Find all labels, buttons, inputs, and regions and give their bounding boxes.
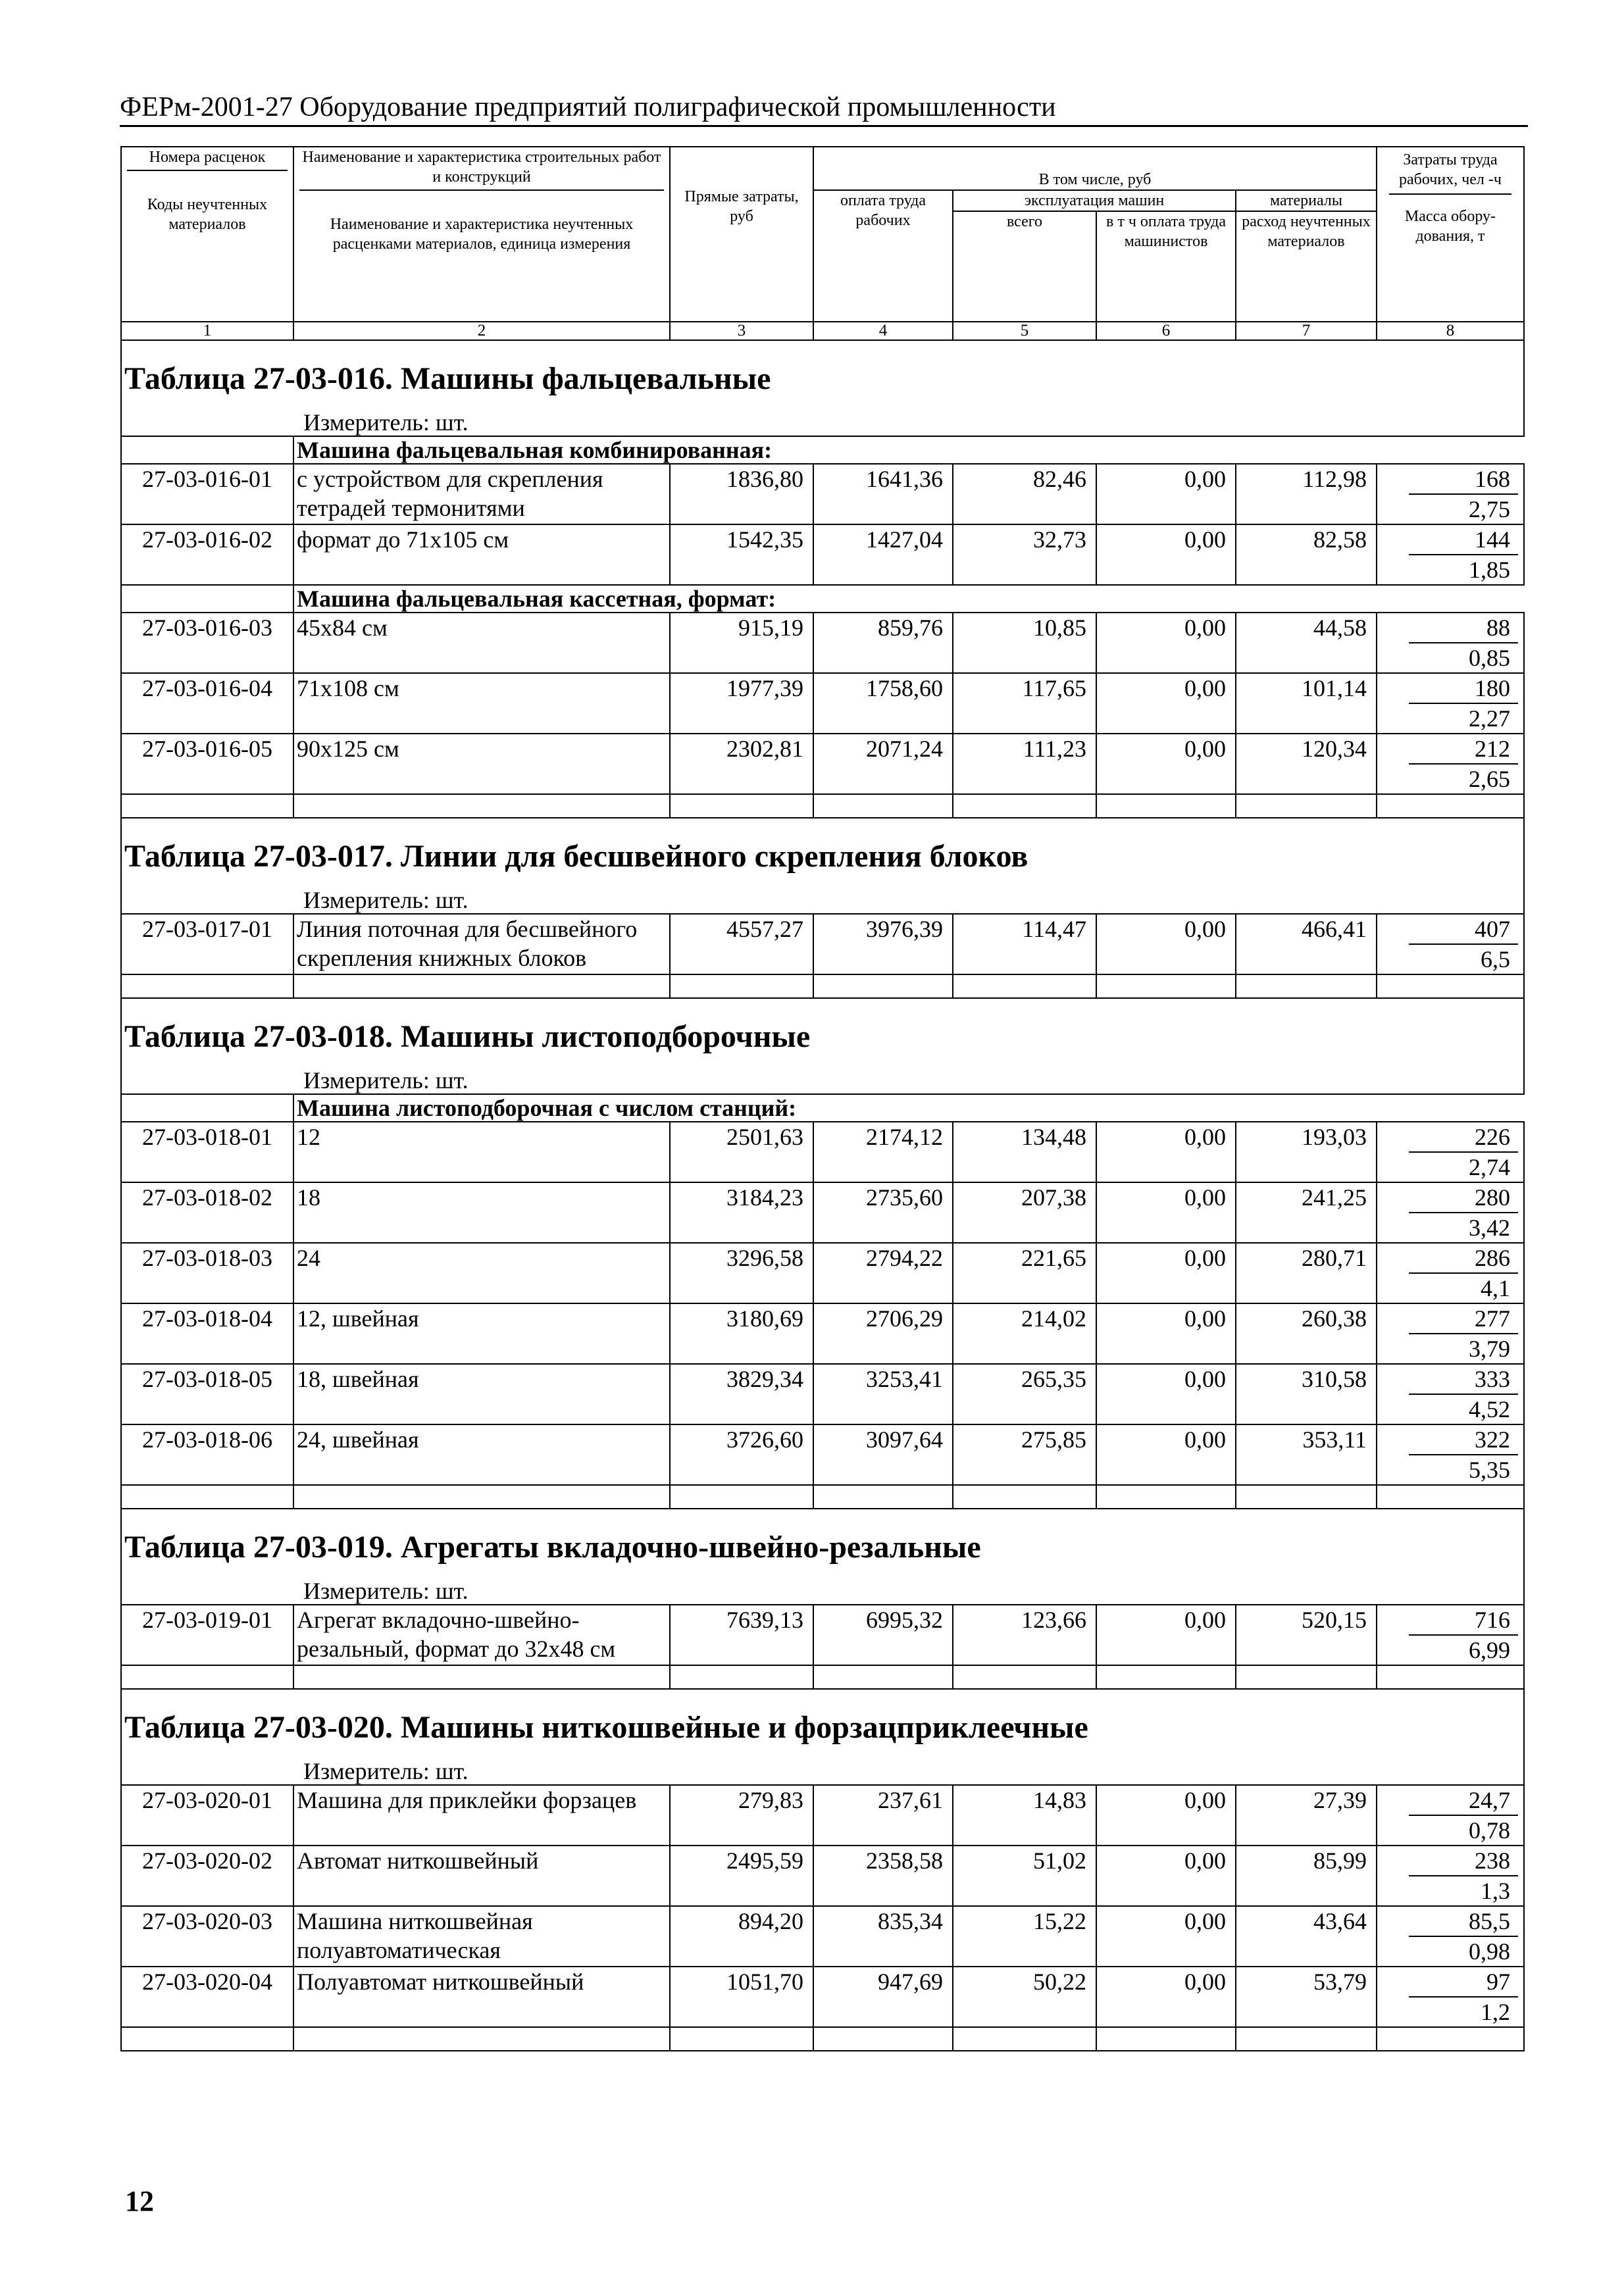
section-header-cell [121, 340, 1524, 436]
materials-cost: 27,39 [1236, 1785, 1377, 1846]
section-header-cell [121, 818, 1524, 914]
rate-name: 45х84 см [293, 613, 670, 673]
labor-pay: 835,34 [813, 1906, 953, 1967]
section-header-cell [121, 998, 1524, 1094]
spacer-cell [121, 1485, 293, 1509]
labor-and-mass-cell [1377, 1846, 1524, 1906]
group-code-cell [121, 436, 293, 464]
equipment-mass: 1,3 [1481, 1878, 1510, 1904]
materials-cost: 44,58 [1236, 613, 1377, 673]
table-section-header [121, 998, 1524, 1094]
spacer-row [121, 1665, 1524, 1689]
rate-name: формат до 71х105 см [293, 524, 670, 585]
equipment-mass: 0,78 [1469, 1817, 1510, 1844]
rate-code: 27-03-020-02 [121, 1846, 293, 1906]
direct-costs: 915,19 [670, 613, 813, 673]
operators-pay: 0,00 [1096, 1846, 1236, 1906]
materials-cost: 280,71 [1236, 1243, 1377, 1303]
machines-total: 50,22 [953, 1967, 1096, 2027]
equipment-mass: 1,85 [1469, 557, 1510, 583]
operators-pay: 0,00 [1096, 1424, 1236, 1485]
labor-pay: 2706,29 [813, 1303, 953, 1364]
labor-hours: 238 [1409, 1846, 1518, 1876]
header-col2-top: Наименование и характеристика строительных работ и конструкций [299, 147, 664, 191]
table-row [121, 914, 1524, 974]
direct-costs: 3726,60 [670, 1424, 813, 1485]
spacer-cell [121, 1665, 293, 1689]
equipment-mass: 3,42 [1469, 1215, 1510, 1241]
table-row [121, 464, 1524, 524]
materials-cost: 82,58 [1236, 524, 1377, 585]
operators-pay: 0,00 [1096, 524, 1236, 585]
direct-costs: 3180,69 [670, 1303, 813, 1364]
spacer-cell [121, 794, 293, 818]
materials-cost: 520,15 [1236, 1605, 1377, 1665]
rates-table [120, 146, 1525, 2051]
spacer-cell [953, 794, 1096, 818]
spacer-row [121, 794, 1524, 818]
table-section-header [121, 340, 1524, 436]
header-col8 [1377, 147, 1524, 322]
materials-cost: 43,64 [1236, 1906, 1377, 1967]
labor-pay: 3097,64 [813, 1424, 953, 1485]
labor-and-mass-cell [1377, 914, 1524, 974]
spacer-cell [293, 794, 670, 818]
spacer-cell [670, 1485, 813, 1509]
direct-costs: 3184,23 [670, 1182, 813, 1243]
spacer-cell [813, 1485, 953, 1509]
column-number: 6 [1096, 322, 1236, 340]
direct-costs: 279,83 [670, 1785, 813, 1846]
table-row [121, 1424, 1524, 1485]
section-unit: Измеритель: шт. [303, 409, 469, 436]
column-number: 5 [953, 322, 1096, 340]
rate-name: 90х125 см [293, 734, 670, 794]
equipment-mass: 0,98 [1469, 1938, 1510, 1965]
labor-and-mass-cell [1377, 524, 1524, 585]
table-row [121, 1122, 1524, 1182]
spacer-cell [1096, 794, 1236, 818]
operators-pay: 0,00 [1096, 1785, 1236, 1846]
section-header-cell [121, 1689, 1524, 1785]
labor-pay: 2071,24 [813, 734, 953, 794]
equipment-mass: 0,85 [1469, 645, 1510, 671]
equipment-mass: 6,99 [1469, 1637, 1510, 1663]
machines-total: 134,48 [953, 1122, 1096, 1182]
section-unit: Измеритель: шт. [303, 1067, 469, 1093]
operators-pay: 0,00 [1096, 1605, 1236, 1665]
rate-name: Машина ниткошвейная полуавтоматическая [293, 1906, 670, 1967]
header-col1-top: Номера расценок [127, 147, 288, 171]
header-col3: Прямые затраты, руб [670, 147, 813, 322]
header-col1-bottom: Коды неучтенных материалов [147, 196, 268, 233]
materials-cost: 260,38 [1236, 1303, 1377, 1364]
column-number: 8 [1377, 322, 1524, 340]
rate-name: 12, швейная [293, 1303, 670, 1364]
labor-pay: 1427,04 [813, 524, 953, 585]
machines-total: 51,02 [953, 1846, 1096, 1906]
table-row [121, 613, 1524, 673]
table-section-header [121, 818, 1524, 914]
spacer-cell [121, 2027, 293, 2051]
materials-cost: 310,58 [1236, 1364, 1377, 1424]
rate-code: 27-03-018-01 [121, 1122, 293, 1182]
operators-pay: 0,00 [1096, 1364, 1236, 1424]
labor-pay: 3976,39 [813, 914, 953, 974]
rate-code: 27-03-018-04 [121, 1303, 293, 1364]
machines-total: 265,35 [953, 1364, 1096, 1424]
spacer-cell [1377, 1665, 1524, 1689]
direct-costs: 1542,35 [670, 524, 813, 585]
labor-pay: 1641,36 [813, 464, 953, 524]
spacer-cell [953, 974, 1096, 998]
labor-and-mass-cell [1377, 673, 1524, 734]
rate-code: 27-03-016-05 [121, 734, 293, 794]
equipment-mass: 4,1 [1481, 1275, 1510, 1301]
column-number: 1 [121, 322, 293, 340]
machines-total: 14,83 [953, 1785, 1096, 1846]
section-unit: Измеритель: шт. [303, 1758, 469, 1784]
header-col2 [293, 147, 670, 322]
operators-pay: 0,00 [1096, 464, 1236, 524]
section-unit: Измеритель: шт. [303, 1578, 469, 1604]
spacer-cell [1096, 1665, 1236, 1689]
rate-name: 18 [293, 1182, 670, 1243]
labor-and-mass-cell [1377, 1605, 1524, 1665]
materials-cost: 193,03 [1236, 1122, 1377, 1182]
materials-cost: 241,25 [1236, 1182, 1377, 1243]
labor-hours: 88 [1409, 613, 1518, 643]
spacer-row [121, 1485, 1524, 1509]
spacer-cell [953, 1485, 1096, 1509]
header-col7: расход неучтенных материалов [1236, 211, 1377, 322]
labor-pay: 237,61 [813, 1785, 953, 1846]
labor-hours: 322 [1409, 1425, 1518, 1455]
equipment-mass: 3,79 [1469, 1336, 1510, 1362]
spacer-cell [1377, 794, 1524, 818]
spacer-cell [813, 794, 953, 818]
labor-hours: 212 [1409, 734, 1518, 765]
materials-cost: 120,34 [1236, 734, 1377, 794]
direct-costs: 1051,70 [670, 1967, 813, 2027]
rate-name: Автомат ниткошвейный [293, 1846, 670, 1906]
labor-pay: 859,76 [813, 613, 953, 673]
equipment-mass: 5,35 [1469, 1457, 1510, 1483]
header-col1 [121, 147, 293, 322]
labor-hours: 180 [1409, 674, 1518, 704]
spacer-cell [953, 1665, 1096, 1689]
machines-total: 221,65 [953, 1243, 1096, 1303]
equipment-mass: 4,52 [1469, 1396, 1510, 1422]
column-number: 3 [670, 322, 813, 340]
direct-costs: 3829,34 [670, 1364, 813, 1424]
labor-and-mass-cell [1377, 613, 1524, 673]
labor-hours: 226 [1409, 1122, 1518, 1153]
header-incl: В том числе, руб [813, 147, 1377, 190]
group-row [121, 585, 1524, 613]
rate-name: Машина для приклейки форзацев [293, 1785, 670, 1846]
table-section-header [121, 1689, 1524, 1785]
machines-total: 10,85 [953, 613, 1096, 673]
rate-name: Агрегат вкладочно-швейно-резальный, формат до 32х48 см [293, 1605, 670, 1665]
column-numbers-row [121, 322, 1524, 340]
spacer-cell [813, 1665, 953, 1689]
labor-and-mass-cell [1377, 734, 1524, 794]
page-number: 12 [125, 2185, 154, 2217]
page-header: ФЕРм-2001-27 Оборудование предприятий полиграфической промышленности [120, 91, 1528, 127]
group-row [121, 1094, 1524, 1122]
labor-hours: 280 [1409, 1183, 1518, 1213]
group-title: Машина листоподборочная с числом станций: [293, 1094, 1524, 1122]
group-title: Машина фальцевальная кассетная, формат: [293, 585, 1524, 613]
labor-and-mass-cell [1377, 1906, 1524, 1967]
spacer-cell [1377, 1485, 1524, 1509]
labor-and-mass-cell [1377, 1243, 1524, 1303]
spacer-cell [1236, 974, 1377, 998]
spacer-cell [670, 974, 813, 998]
rate-code: 27-03-018-03 [121, 1243, 293, 1303]
rate-code: 27-03-016-02 [121, 524, 293, 585]
operators-pay: 0,00 [1096, 613, 1236, 673]
spacer-cell [1236, 1665, 1377, 1689]
rate-code: 27-03-018-02 [121, 1182, 293, 1243]
labor-pay: 2174,12 [813, 1122, 953, 1182]
section-title: Таблица 27-03-019. Агрегаты вкладочно-швейно-резальные [124, 1530, 981, 1565]
direct-costs: 2302,81 [670, 734, 813, 794]
materials-cost: 353,11 [1236, 1424, 1377, 1485]
machines-total: 15,22 [953, 1906, 1096, 1967]
column-number: 2 [293, 322, 670, 340]
rate-code: 27-03-020-01 [121, 1785, 293, 1846]
spacer-cell [813, 2027, 953, 2051]
rate-code: 27-03-016-01 [121, 464, 293, 524]
operators-pay: 0,00 [1096, 1303, 1236, 1364]
spacer-cell [1236, 2027, 1377, 2051]
materials-cost: 101,14 [1236, 673, 1377, 734]
section-header-cell [121, 1509, 1524, 1605]
materials-cost: 85,99 [1236, 1846, 1377, 1906]
labor-and-mass-cell [1377, 1967, 1524, 2027]
operators-pay: 0,00 [1096, 673, 1236, 734]
spacer-cell [121, 974, 293, 998]
labor-and-mass-cell [1377, 1303, 1524, 1364]
labor-hours: 85,5 [1409, 1907, 1518, 1937]
table-section-header [121, 1509, 1524, 1605]
rate-name: с устройством для скрепления тетрадей термонитями [293, 464, 670, 524]
equipment-mass: 6,5 [1481, 946, 1510, 972]
equipment-mass: 2,74 [1469, 1154, 1510, 1180]
operators-pay: 0,00 [1096, 1906, 1236, 1967]
section-title: Таблица 27-03-018. Машины листоподборочные [124, 1019, 811, 1054]
rate-name: Полуавтомат ниткошвейный [293, 1967, 670, 2027]
operators-pay: 0,00 [1096, 734, 1236, 794]
spacer-cell [1096, 2027, 1236, 2051]
rate-name: 71х108 см [293, 673, 670, 734]
group-title: Машина фальцевальная комбинированная: [293, 436, 1524, 464]
labor-hours: 97 [1409, 1967, 1518, 1998]
rate-code: 27-03-016-03 [121, 613, 293, 673]
spacer-cell [1096, 1485, 1236, 1509]
labor-and-mass-cell [1377, 1785, 1524, 1846]
spacer-cell [293, 1485, 670, 1509]
equipment-mass: 2,75 [1469, 496, 1510, 522]
machines-total: 214,02 [953, 1303, 1096, 1364]
operators-pay: 0,00 [1096, 1122, 1236, 1182]
group-code-cell [121, 1094, 293, 1122]
rate-code: 27-03-020-03 [121, 1906, 293, 1967]
labor-pay: 2358,58 [813, 1846, 953, 1906]
direct-costs: 3296,58 [670, 1243, 813, 1303]
operators-pay: 0,00 [1096, 1243, 1236, 1303]
rate-name: Линия поточная для бесшвейного скрепления книжных блоков [293, 914, 670, 974]
labor-pay: 3253,41 [813, 1364, 953, 1424]
spacer-cell [670, 2027, 813, 2051]
spacer-row [121, 974, 1524, 998]
table-row [121, 1243, 1524, 1303]
direct-costs: 894,20 [670, 1906, 813, 1967]
rate-code: 27-03-018-06 [121, 1424, 293, 1485]
group-row [121, 436, 1524, 464]
header-col8-bottom: Масса обору-дования, т [1404, 208, 1496, 245]
section-title: Таблица 27-03-020. Машины ниткошвейные и форзацприклеечные [124, 1710, 1088, 1745]
table-row [121, 1846, 1524, 1906]
table-row [121, 1906, 1524, 1967]
spacer-cell [1096, 974, 1236, 998]
table-header [121, 147, 1524, 340]
labor-and-mass-cell [1377, 1122, 1524, 1182]
labor-pay: 6995,32 [813, 1605, 953, 1665]
spacer-cell [813, 974, 953, 998]
materials-cost: 112,98 [1236, 464, 1377, 524]
direct-costs: 1977,39 [670, 673, 813, 734]
table-row [121, 673, 1524, 734]
section-unit: Измеритель: шт. [303, 887, 469, 913]
operators-pay: 0,00 [1096, 914, 1236, 974]
equipment-mass: 2,27 [1469, 705, 1510, 732]
spacer-cell [1377, 2027, 1524, 2051]
machines-total: 275,85 [953, 1424, 1096, 1485]
header-col2-bottom: Наименование и характеристика неучтенных расценками материалов, единица измерения [330, 216, 634, 253]
rate-code: 27-03-016-04 [121, 673, 293, 734]
spacer-cell [293, 974, 670, 998]
table-row [121, 1605, 1524, 1665]
header-materials: материалы [1236, 190, 1377, 211]
machines-total: 114,47 [953, 914, 1096, 974]
table-row [121, 1303, 1524, 1364]
labor-hours: 407 [1409, 915, 1518, 945]
rate-name: 12 [293, 1122, 670, 1182]
direct-costs: 1836,80 [670, 464, 813, 524]
rate-name: 24, швейная [293, 1424, 670, 1485]
rate-name: 18, швейная [293, 1364, 670, 1424]
header-col4: оплата труда рабочих [813, 190, 953, 322]
equipment-mass: 1,2 [1481, 1999, 1510, 2025]
rate-code: 27-03-019-01 [121, 1605, 293, 1665]
operators-pay: 0,00 [1096, 1967, 1236, 2027]
header-col8-top: Затраты труда рабочих, чел -ч [1389, 150, 1511, 195]
direct-costs: 7639,13 [670, 1605, 813, 1665]
column-number: 4 [813, 322, 953, 340]
labor-hours: 286 [1409, 1244, 1518, 1274]
materials-cost: 466,41 [1236, 914, 1377, 974]
direct-costs: 2501,63 [670, 1122, 813, 1182]
header-machines: эксплуатация машин [953, 190, 1236, 211]
table-row [121, 1785, 1524, 1846]
labor-and-mass-cell [1377, 1364, 1524, 1424]
labor-pay: 2794,22 [813, 1243, 953, 1303]
labor-and-mass-cell [1377, 1182, 1524, 1243]
table-row [121, 1182, 1524, 1243]
section-title: Таблица 27-03-017. Линии для бесшвейного скрепления блоков [124, 839, 1028, 874]
table-row [121, 524, 1524, 585]
spacer-cell [1236, 1485, 1377, 1509]
table-row [121, 1967, 1524, 2027]
labor-pay: 2735,60 [813, 1182, 953, 1243]
section-title: Таблица 27-03-016. Машины фальцевальные [124, 361, 771, 396]
labor-pay: 947,69 [813, 1967, 953, 2027]
spacer-cell [1236, 794, 1377, 818]
machines-total: 117,65 [953, 673, 1096, 734]
spacer-cell [670, 794, 813, 818]
machines-total: 111,23 [953, 734, 1096, 794]
machines-total: 32,73 [953, 524, 1096, 585]
labor-hours: 168 [1409, 465, 1518, 495]
labor-hours: 716 [1409, 1605, 1518, 1636]
column-number: 7 [1236, 322, 1377, 340]
labor-hours: 24,7 [1409, 1786, 1518, 1816]
labor-and-mass-cell [1377, 1424, 1524, 1485]
spacer-cell [953, 2027, 1096, 2051]
rate-name: 24 [293, 1243, 670, 1303]
labor-hours: 333 [1409, 1365, 1518, 1395]
labor-hours: 144 [1409, 525, 1518, 555]
spacer-cell [1377, 974, 1524, 998]
rate-code: 27-03-017-01 [121, 914, 293, 974]
spacer-cell [293, 1665, 670, 1689]
table-row [121, 734, 1524, 794]
header-col5: всего [953, 211, 1096, 322]
table-body [121, 340, 1524, 2051]
machines-total: 207,38 [953, 1182, 1096, 1243]
machines-total: 82,46 [953, 464, 1096, 524]
spacer-row [121, 2027, 1524, 2051]
spacer-cell [293, 2027, 670, 2051]
labor-hours: 277 [1409, 1304, 1518, 1334]
spacer-cell [670, 1665, 813, 1689]
labor-and-mass-cell [1377, 464, 1524, 524]
operators-pay: 0,00 [1096, 1182, 1236, 1243]
equipment-mass: 2,65 [1469, 766, 1510, 792]
rate-code: 27-03-018-05 [121, 1364, 293, 1424]
header-col6: в т ч оплата труда машинистов [1096, 211, 1236, 322]
direct-costs: 4557,27 [670, 914, 813, 974]
table-row [121, 1364, 1524, 1424]
direct-costs: 2495,59 [670, 1846, 813, 1906]
machines-total: 123,66 [953, 1605, 1096, 1665]
group-code-cell [121, 585, 293, 613]
materials-cost: 53,79 [1236, 1967, 1377, 2027]
rate-code: 27-03-020-04 [121, 1967, 293, 2027]
labor-pay: 1758,60 [813, 673, 953, 734]
